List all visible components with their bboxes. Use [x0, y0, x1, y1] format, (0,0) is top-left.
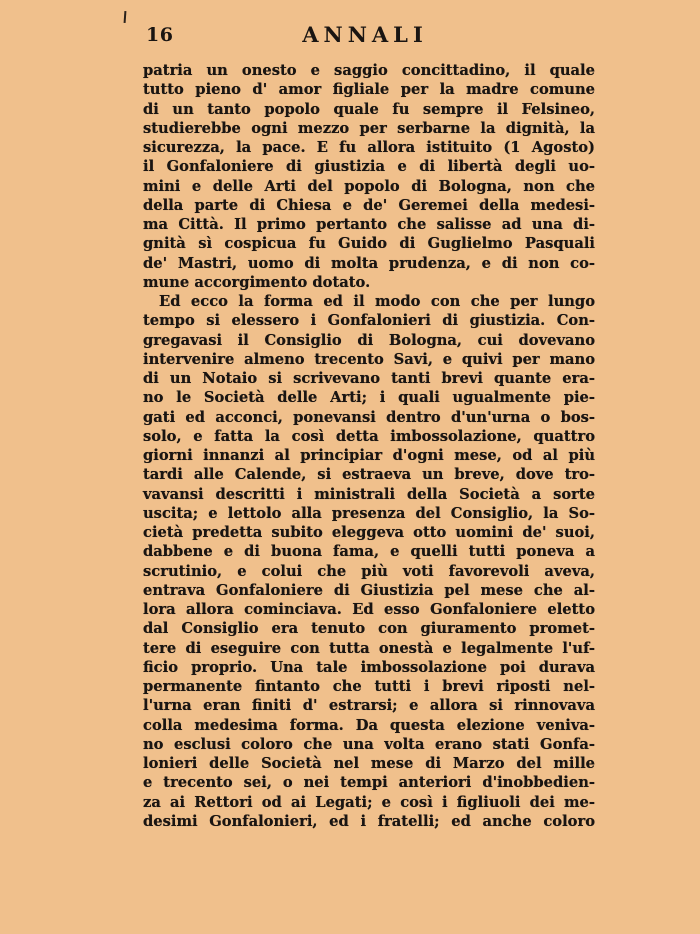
margin-mark	[124, 11, 127, 23]
text-line: studierebbe ogni mezzo per serbarne la dignità, la	[143, 119, 595, 137]
text-line: no esclusi coloro che una volta erano stati Gonfa-	[143, 735, 595, 753]
text-line: de' Mastri, uomo di molta prudenza, e di non co-	[143, 254, 595, 272]
paragraph-last-line: mune accorgimento dotato.	[143, 273, 371, 291]
text-line: vavansi descritti i ministrali della Società a sorte	[143, 485, 595, 503]
body-text	[143, 61, 595, 831]
text-line: giorni innanzi al principiar d'ogni mese, od al più	[143, 447, 595, 464]
text-line: di un Notaio si scrivevano tanti brevi quante era-	[143, 370, 595, 387]
text-line: cietà predetta subito eleggeva otto uomini de' suoi,	[143, 524, 595, 541]
text-line: entrava Gonfaloniere di Giustizia pel mese che al-	[143, 581, 595, 599]
text-line: gnità sì cospicua fu Guido di Guglielmo Pasquali	[143, 235, 595, 253]
text-line: tere di eseguire con tutta onestà e legalmente l'uf-	[143, 639, 595, 657]
text-line: tardi alle Calende, si estraeva un breve, dove tro-	[143, 466, 595, 484]
text-line: della parte di Chiesa e de' Geremei della medesi-	[143, 196, 595, 214]
page-header	[130, 22, 600, 50]
text-line: za ai Rettori od ai Legati; e così i figliuoli dei me-	[143, 793, 595, 811]
paragraph-first-line: Ed ecco la forma ed il modo con che per lungo	[159, 293, 595, 310]
text-line: il Gonfaloniere di giustizia e di libertà degli uo-	[143, 158, 595, 176]
text-line: e trecento sei, o nei tempi anteriori d'inobbedien-	[143, 774, 595, 792]
text-line: dabbene e di buona fama, e quelli tutti poneva a	[143, 543, 595, 561]
text-line: solo, e fatta la così detta imbossolazione, quattro	[143, 427, 595, 445]
text-line: desimi Gonfalonieri, ed i fratelli; ed anche coloro	[143, 812, 595, 830]
text-line: sicurezza, la pace. E fu allora istituito (1 Agosto)	[143, 139, 595, 156]
text-line: gati ed acconci, ponevansi dentro d'un'urna o bos-	[143, 408, 595, 426]
text-line: ma Città. Il primo pertanto che salisse ad una di-	[143, 216, 595, 233]
text-line: gregavasi il Consiglio di Bologna, cui dovevano	[143, 331, 595, 349]
text-line: di un tanto popolo quale fu sempre il Felsineo,	[143, 100, 595, 118]
running-title: ANNALI	[302, 22, 428, 47]
page-number: 16	[146, 24, 174, 46]
text-line: ficio proprio. Una tale imbossolazione poi durava	[143, 658, 595, 676]
text-line: uscita; e lettolo alla presenza del Consiglio, la So-	[143, 504, 595, 522]
text-line: intervenire almeno trecento Savi, e quivi per mano	[143, 350, 595, 368]
text-line: mini e delle Arti del popolo di Bologna, non che	[143, 177, 595, 195]
text-line: lora allora cominciava. Ed esso Gonfaloniere eletto	[143, 601, 595, 618]
text-line: colla medesima forma. Da questa elezione veniva-	[143, 716, 595, 734]
text-line: permanente fintanto che tutti i brevi riposti nel-	[143, 678, 595, 695]
text-line: tutto pieno d' amor figliale per la madre comune	[143, 81, 595, 99]
text-line: dal Consiglio era tenuto con giuramento promet-	[143, 620, 595, 638]
text-line: scrutinio, e colui che più voti favorevoli aveva,	[143, 562, 595, 580]
text-line: patria un onesto e saggio concittadino, il quale	[143, 62, 595, 79]
text-line: lonieri delle Società nel mese di Marzo del mille	[143, 755, 595, 772]
text-line: l'urna eran finiti d' estrarsi; e allora si rinnovava	[143, 697, 595, 715]
text-line: no le Società delle Arti; i quali ugualmente pie-	[143, 389, 595, 407]
text-line: tempo si elessero i Gonfalonieri di giustizia. Con-	[143, 312, 595, 330]
